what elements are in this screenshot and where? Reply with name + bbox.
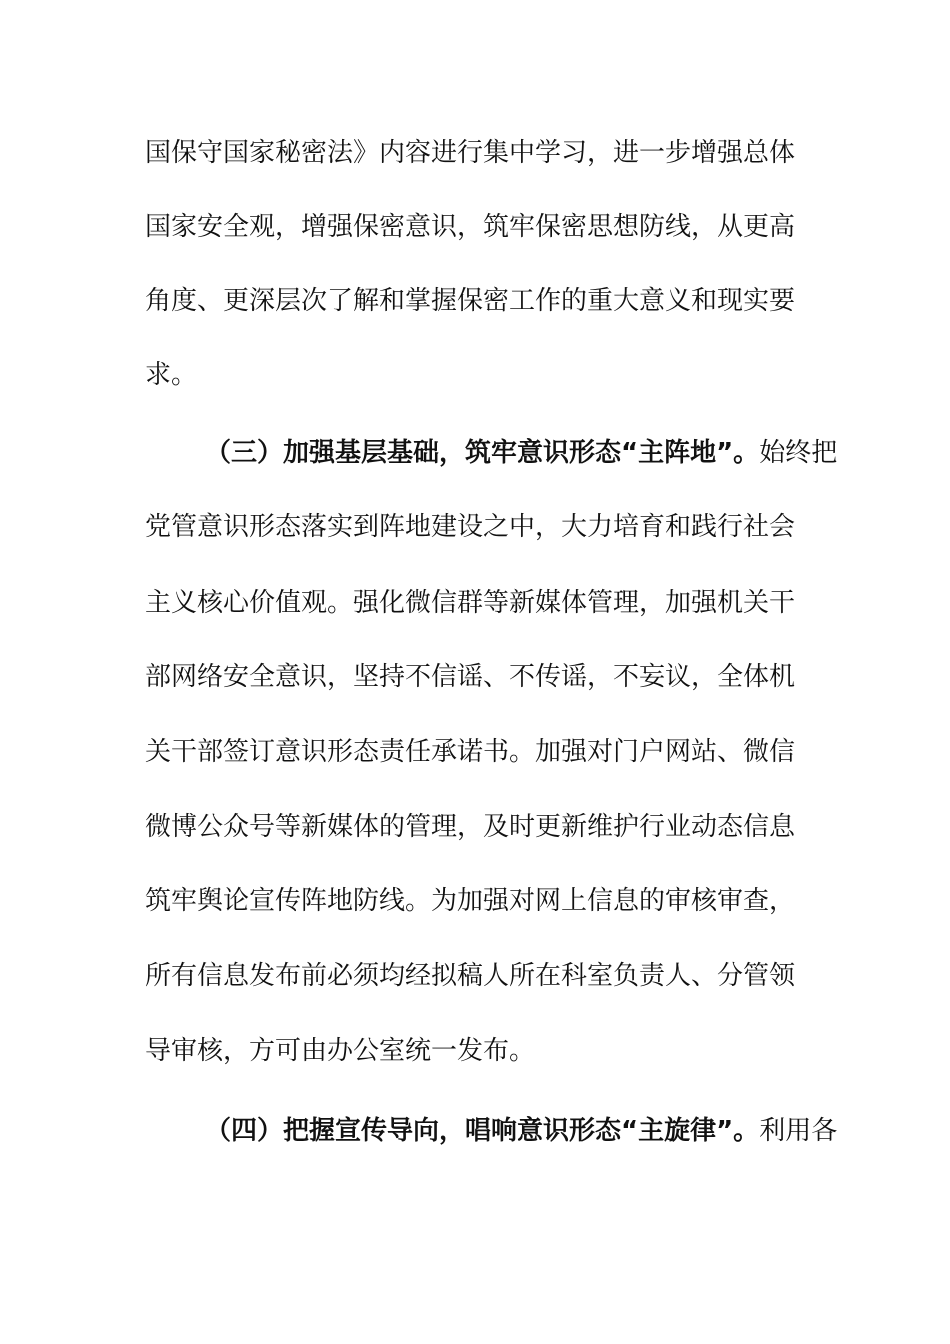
text-line: 筑牢舆论宣传阵地防线。为加强对网上信息的审核审查， [145,886,796,916]
text-line: 所有信息发布前必须均经拟稿人所在科室负责人、分管领 [145,961,796,991]
text-line: 党管意识形态落实到阵地建设之中，大力培育和践行社会 [145,512,796,542]
text-line: 关干部签订意识形态责任承诺书。加强对门户网站、微信 [145,737,796,767]
section-4-heading: （四）把握宣传导向，唱响意识形态“主旋律”。 [205,1116,760,1146]
text-line: 微博公众号等新媒体的管理，及时更新维护行业动态信息 [145,812,796,842]
text-line: 国家安全观，增强保密意识，筑牢保密思想防线，从更高 [145,212,796,242]
section-4-heading-line [205,1114,838,1148]
section-4-text-start: 利用各 [759,1116,838,1146]
section-3-text-start: 始终把 [759,438,838,468]
text-line: 部网络安全意识，坚持不信谣、不传谣，不妄议，全体机 [145,662,796,692]
text-line: 求。 [145,360,198,390]
text-line: 国保守国家秘密法》内容进行集中学习，进一步增强总体 [145,138,796,168]
text-line: 角度、更深层次了解和掌握保密工作的重大意义和现实要 [145,286,796,316]
text-line: 主义核心价值观。强化微信群等新媒体管理，加强机关干 [145,588,796,618]
text-line: 导审核，方可由办公室统一发布。 [145,1036,536,1066]
section-3-heading-line [205,436,838,470]
section-3-heading: （三）加强基层基础，筑牢意识形态“主阵地”。 [205,438,760,468]
